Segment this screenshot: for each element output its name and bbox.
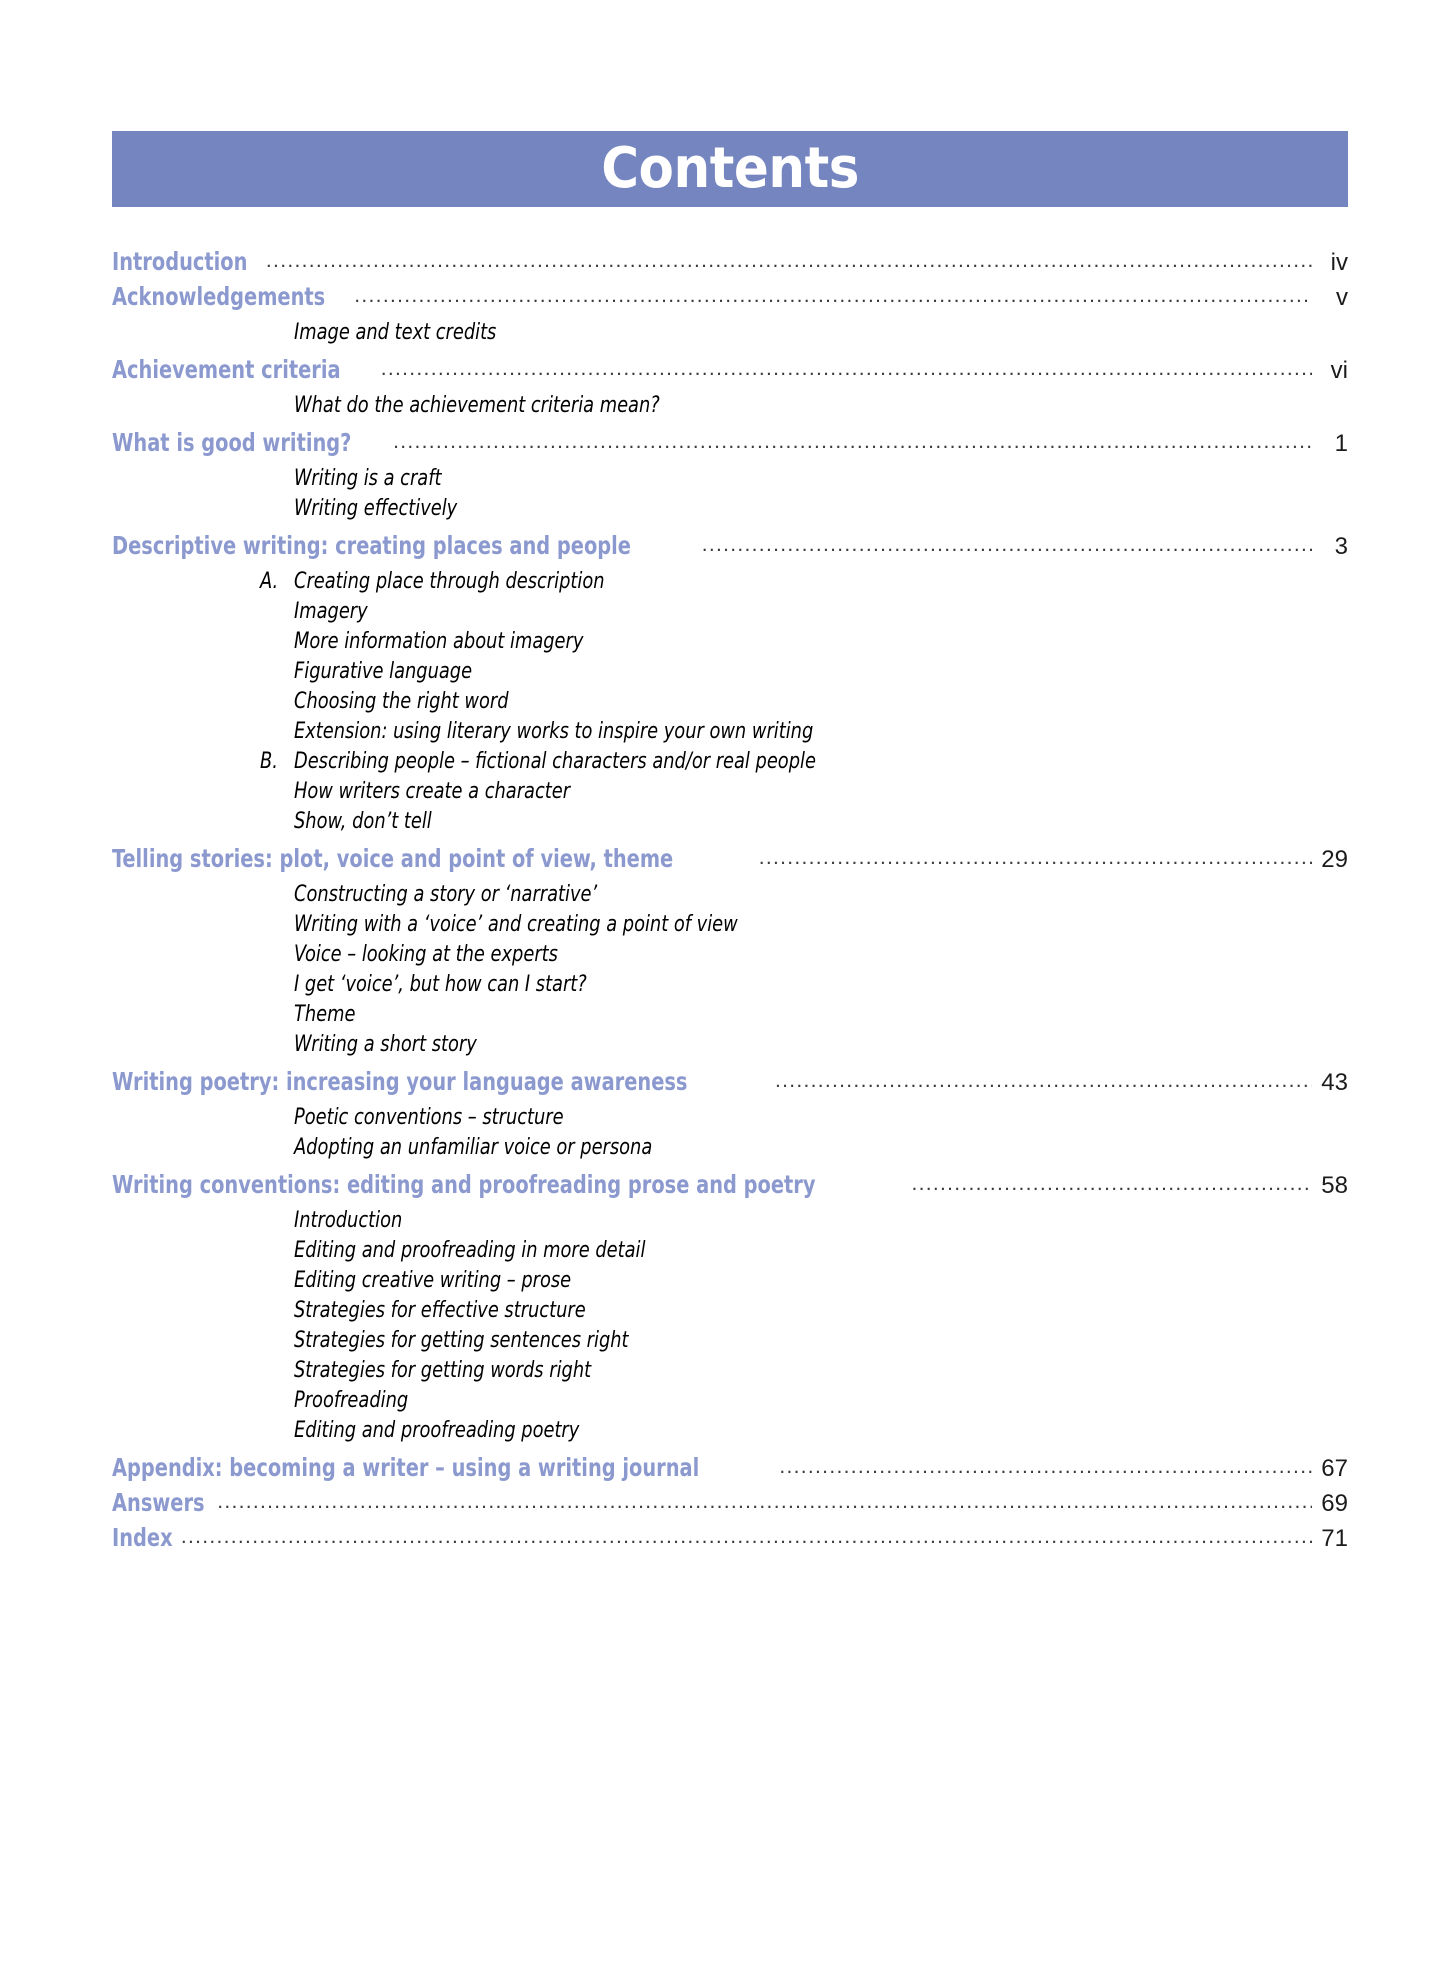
toc-entry-title: Index (112, 1522, 173, 1552)
toc-leader-dots (354, 285, 1312, 306)
toc-page-number: 71 (1321, 1524, 1348, 1552)
toc-entry[interactable] (112, 283, 1348, 312)
toc-entry-title: Answers (112, 1488, 205, 1518)
toc-subentry[interactable] (294, 1326, 1348, 1355)
toc-entry-title: Achievement criteria (112, 354, 341, 384)
toc-subentry-label: Writing with a ‘voice’ and creating a point of view (294, 911, 738, 937)
toc-subentry-label: Strategies for getting sentences right (294, 1328, 629, 1354)
toc-subentry[interactable] (294, 687, 1348, 716)
toc-subentry[interactable] (294, 1030, 1348, 1059)
toc-subentry-letter: A. (260, 568, 279, 594)
toc-subentry-label: Editing and proofreading poetry (294, 1418, 580, 1444)
toc-subentry-label: More information about imagery (294, 628, 584, 654)
toc-entry[interactable] (112, 1489, 1348, 1518)
toc-page-number: v (1336, 283, 1348, 311)
toc-entry[interactable] (112, 1171, 1348, 1200)
toc-subentry-label: Extension: using literary works to inspire your own writing (294, 718, 814, 744)
toc-page-number: 69 (1321, 1490, 1348, 1518)
toc-entry-title: Introduction (112, 247, 248, 276)
toc-group (112, 1489, 1348, 1518)
toc-subentry-label: Theme (294, 1001, 356, 1027)
toc-subentry[interactable] (294, 1356, 1348, 1385)
toc-subentry-label: Show, don’t tell (294, 808, 432, 834)
toc-group (112, 283, 1348, 347)
toc-subentry[interactable] (294, 657, 1348, 686)
toc-entry-title: Writing conventions: editing and proofreading prose and poetry (112, 1170, 816, 1199)
toc-leader-dots (381, 358, 1312, 379)
toc-subentry[interactable] (294, 970, 1348, 999)
toc-page-number: 1 (1334, 429, 1348, 457)
toc-subentry[interactable] (294, 880, 1348, 909)
toc-subentry-label: What do the achievement criteria mean? (294, 392, 660, 418)
toc-page-number: 3 (1334, 532, 1348, 560)
toc-group (112, 845, 1348, 1059)
toc-subentry-label: Adopting an unfamiliar voice or persona (294, 1134, 653, 1160)
toc-subentry[interactable] (294, 318, 1348, 347)
toc-entry-title: Telling stories: plot, voice and point of view, theme (112, 843, 674, 873)
toc-entry[interactable] (112, 356, 1348, 385)
toc-entry[interactable] (112, 532, 1348, 561)
toc-subentry-label: Describing people – fictional characters and/or real people (294, 748, 816, 774)
toc-subentry-letter: B. (260, 748, 278, 774)
toc-page-number: 43 (1321, 1069, 1348, 1097)
toc-entry-title: Writing poetry: increasing your language awareness (112, 1067, 688, 1097)
toc-subentry-label: Choosing the right word (294, 688, 509, 714)
toc-group (112, 356, 1348, 420)
toc-subentry-label: I get ‘voice’, but how can I start? (294, 971, 587, 997)
toc-page-number: 67 (1321, 1455, 1348, 1483)
toc-page-number: 58 (1321, 1172, 1348, 1199)
toc-subentry[interactable] (294, 807, 1348, 836)
toc-subentry-label: Introduction (294, 1207, 403, 1233)
toc-leader-dots (217, 1491, 1312, 1512)
table-of-contents (112, 248, 1348, 1559)
toc-subentry[interactable] (294, 391, 1348, 420)
toc-entry-title: Appendix: becoming a writer – using a writing journal (112, 1453, 700, 1483)
page-title: Contents (601, 136, 859, 201)
toc-subentry[interactable] (294, 717, 1348, 746)
toc-subentry-label: Image and text credits (294, 319, 497, 345)
toc-group (112, 1068, 1348, 1162)
toc-leader-dots (181, 1526, 1312, 1547)
toc-entry-title: What is good writing? (112, 427, 352, 457)
toc-subentry-label: Writing a short story (294, 1032, 477, 1057)
toc-group (112, 1171, 1348, 1445)
toc-subentry[interactable] (294, 1236, 1348, 1265)
toc-subentry[interactable] (294, 1386, 1348, 1415)
toc-entry[interactable] (112, 845, 1348, 874)
toc-entry[interactable] (112, 1524, 1348, 1553)
toc-subentry[interactable] (294, 464, 1348, 493)
toc-entry[interactable] (112, 1454, 1348, 1483)
toc-leader-dots (759, 847, 1312, 868)
toc-subentry-label: Proofreading (294, 1388, 409, 1414)
toc-subentry[interactable] (294, 1266, 1348, 1295)
toc-subentry[interactable] (294, 1133, 1348, 1162)
toc-subentry[interactable] (260, 747, 1348, 776)
toc-leader-dots (775, 1070, 1312, 1091)
toc-subentry-label: Writing effectively (294, 495, 458, 521)
toc-group (112, 1524, 1348, 1553)
toc-subentry-label: Poetic conventions – structure (294, 1104, 564, 1130)
toc-page-number: vi (1330, 356, 1348, 384)
toc-leader-dots (266, 250, 1312, 271)
toc-subentry[interactable] (294, 1103, 1348, 1132)
toc-subentry-label: Figurative language (294, 658, 473, 684)
toc-subentry-label: Constructing a story or ‘narrative’ (294, 881, 598, 907)
toc-group (112, 248, 1348, 277)
toc-subentry[interactable] (294, 1206, 1348, 1235)
toc-subentry[interactable] (294, 494, 1348, 523)
toc-subentry-label: Imagery (294, 598, 368, 624)
toc-subentry[interactable] (294, 1416, 1348, 1445)
toc-subentry-label: Strategies for effective structure (294, 1298, 586, 1323)
toc-subentry-label: Editing creative writing – prose (294, 1267, 572, 1293)
toc-subentry[interactable] (294, 597, 1348, 626)
toc-leader-dots (702, 534, 1312, 555)
toc-entry[interactable] (112, 248, 1348, 277)
toc-page-number: 29 (1321, 845, 1348, 873)
toc-subentry-label: Creating place through description (294, 568, 605, 594)
toc-group (112, 532, 1348, 836)
toc-subentry[interactable] (260, 567, 1348, 596)
toc-subentry[interactable] (294, 910, 1348, 939)
toc-leader-dots (779, 1456, 1312, 1477)
toc-subentry[interactable] (294, 940, 1348, 969)
toc-leader-dots (911, 1173, 1312, 1194)
toc-leader-dots (393, 431, 1312, 452)
toc-subentry[interactable] (294, 777, 1348, 806)
toc-subentry-label: Strategies for getting words right (294, 1358, 592, 1384)
toc-subentry-label: Editing and proofreading in more detail (294, 1237, 646, 1263)
toc-subentry[interactable] (294, 1296, 1348, 1325)
toc-entry-title: Acknowledgements (112, 281, 326, 311)
toc-subentry-label: Writing is a craft (294, 465, 442, 491)
toc-subentry-label: Voice – looking at the experts (294, 941, 558, 967)
toc-subentry[interactable] (294, 1000, 1348, 1029)
toc-page-number: iv (1330, 249, 1348, 276)
toc-subentry[interactable] (294, 627, 1348, 656)
toc-entry[interactable] (112, 1068, 1348, 1097)
toc-group (112, 1454, 1348, 1483)
toc-entry-title: Descriptive writing: creating places and people (112, 530, 631, 560)
toc-subentry-label: How writers create a character (294, 778, 571, 804)
toc-entry[interactable] (112, 429, 1348, 458)
contents-banner (112, 131, 1348, 207)
toc-group (112, 429, 1348, 523)
